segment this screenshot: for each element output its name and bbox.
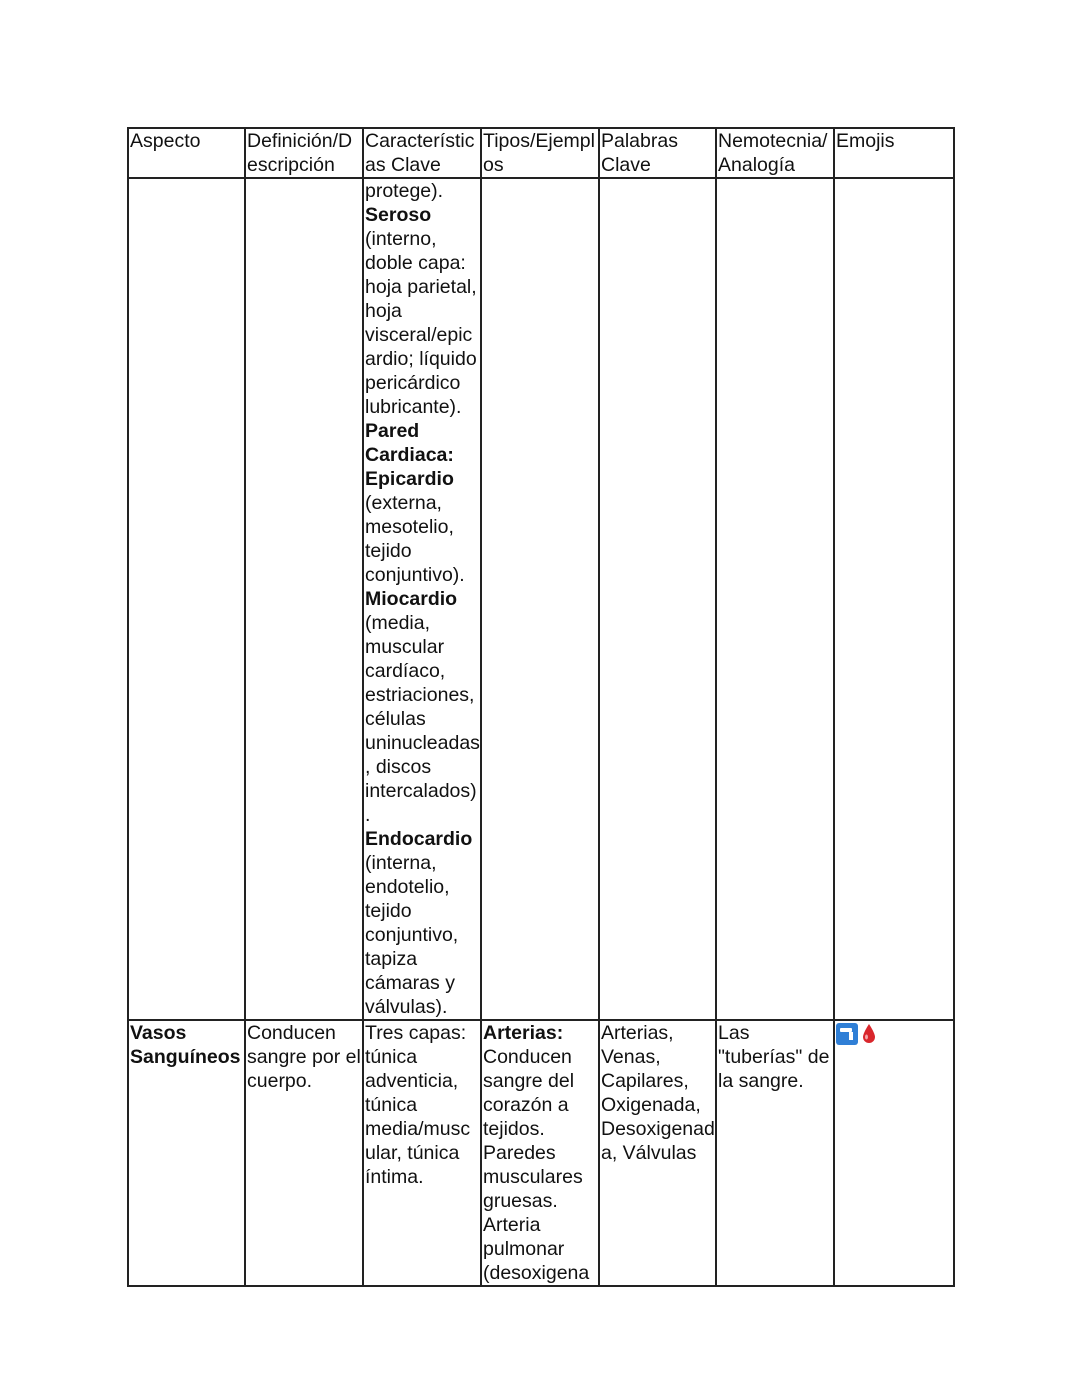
header-nemotecnia: Nemotecnia/ Analogía <box>716 128 834 178</box>
cell-emojis <box>834 178 954 1020</box>
term-seroso: Seroso <box>365 204 432 226</box>
header-aspecto: Aspecto <box>128 128 245 178</box>
cell-tipos <box>481 178 599 1020</box>
term-arterias: Arterias: <box>483 1022 564 1044</box>
table-header-row <box>128 128 954 178</box>
term-vasos-sanguineos: Vasos Sanguíneos <box>130 1022 241 1068</box>
water-tap-icon <box>836 1023 858 1045</box>
text-segment: protege). <box>365 180 444 202</box>
term-pared-cardiaca: Pared Cardiaca: Epicardio <box>365 420 454 490</box>
cell-palabras <box>599 178 716 1020</box>
cell-nemotecnia <box>716 178 834 1020</box>
cell-emojis <box>834 1020 954 1286</box>
text-segment: (media, muscular cardíaco, estriaciones, células uninucleadas, discos intercalados). <box>365 612 480 826</box>
cell-caracteristicas <box>363 178 481 1020</box>
header-palabras: Palabras Clave <box>599 128 716 178</box>
term-endocardio: Endocardio <box>365 828 473 850</box>
cell-palabras: Arterias, Venas, Capilares, Oxigenada, Desoxigenada, Válvulas <box>599 1020 716 1286</box>
header-tipos: Tipos/Ejemplos <box>481 128 599 178</box>
text-segment: (externa, mesotelio, tejido conjuntivo). <box>365 492 465 586</box>
header-definicion: Definición/Descripción <box>245 128 363 178</box>
header-caracteristicas: Características Clave <box>363 128 481 178</box>
table-row <box>128 178 954 1020</box>
cell-aspecto <box>128 178 245 1020</box>
cell-definicion <box>245 178 363 1020</box>
notes-table <box>127 127 955 1287</box>
cell-aspecto <box>128 1020 245 1286</box>
cell-nemotecnia: Las "tuberías" de la sangre. <box>716 1020 834 1286</box>
cell-caracteristicas: Tres capas: túnica adventicia, túnica media/muscular, túnica íntima. <box>363 1020 481 1286</box>
cell-tipos <box>481 1020 599 1286</box>
text-segment: Conducen sangre del corazón a tejidos. Paredes musculares gruesas. Arteria pulmonar (desoxigena <box>483 1046 590 1284</box>
table-row <box>128 1020 954 1286</box>
blood-drop-icon <box>861 1023 877 1045</box>
cell-definicion: Conducen sangre por el cuerpo. <box>245 1020 363 1286</box>
text-segment: (interno, doble capa: hoja parietal, hoja visceral/epicardio; líquido pericárdico lubricante). <box>365 228 477 418</box>
term-miocardio: Miocardio <box>365 588 458 610</box>
header-emojis: Emojis <box>834 128 954 178</box>
text-segment: (interna, endotelio, tejido conjuntivo, tapiza cámaras y válvulas). <box>365 852 459 1018</box>
